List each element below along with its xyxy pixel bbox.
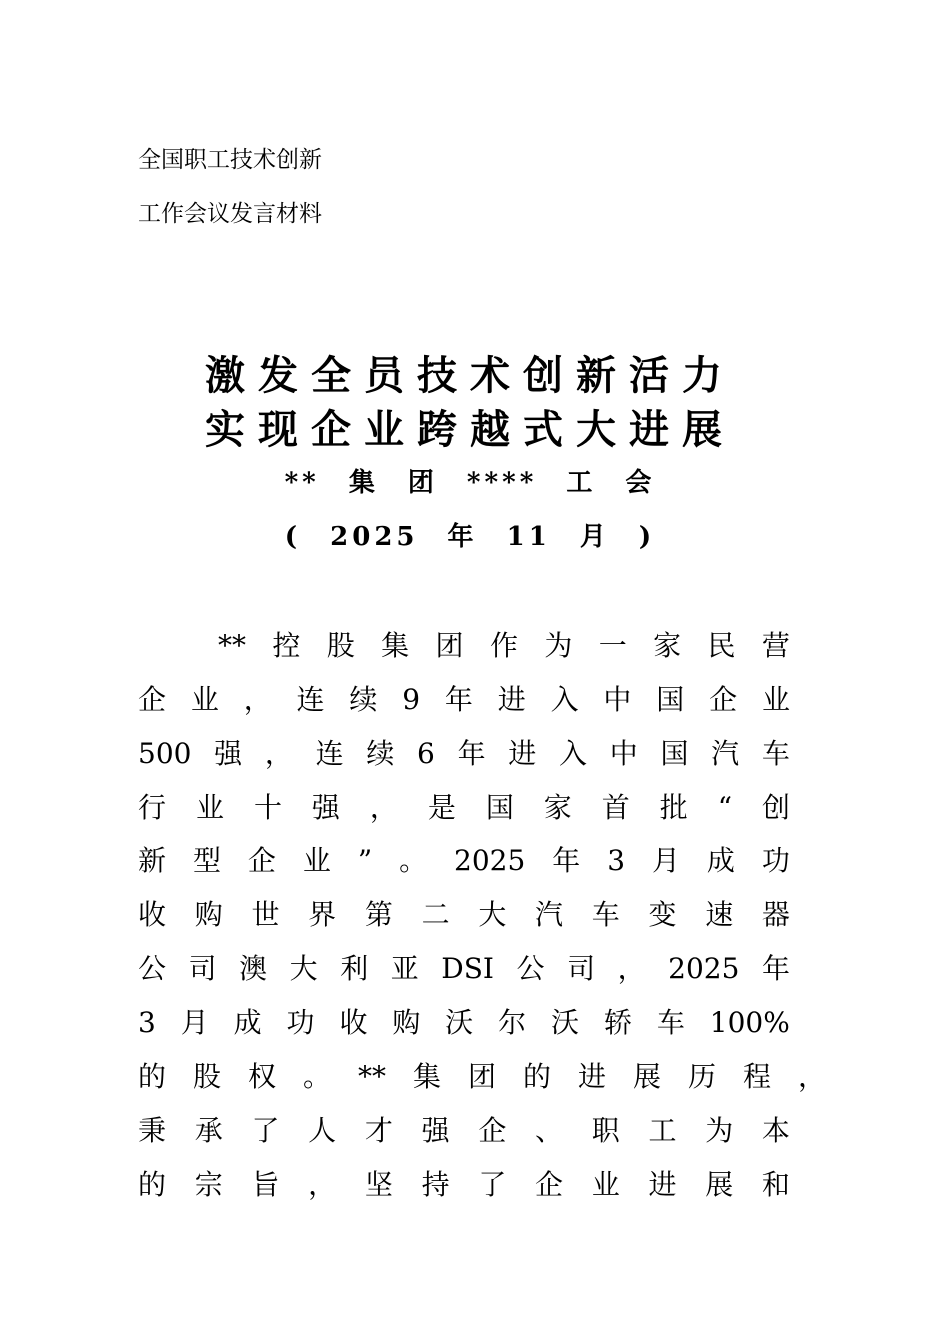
body-line	[138, 951, 790, 987]
body-token: 和	[761, 1168, 790, 1201]
body-token: 连	[315, 737, 344, 770]
body-token: 企	[535, 1168, 564, 1201]
body-token: 股	[326, 629, 355, 662]
body-token: 澳	[239, 952, 268, 985]
body-token: 变	[648, 898, 677, 931]
body-token: 年	[552, 844, 581, 877]
body-token: ，	[369, 791, 398, 824]
body-token: 展	[632, 1060, 661, 1093]
body-token: 世	[251, 898, 280, 931]
body-token: 入	[559, 737, 588, 770]
body-token: 2025	[668, 952, 740, 985]
body-token: ”	[357, 844, 373, 877]
body-token: 行	[138, 791, 167, 824]
body-token: 第	[364, 898, 393, 931]
body-token: 司	[567, 952, 596, 985]
body-token: 作	[489, 629, 518, 662]
body-token: 。	[303, 1060, 332, 1093]
body-token: 职	[591, 1114, 620, 1147]
body-line	[138, 682, 790, 718]
body-token: 十	[253, 791, 282, 824]
body-token: 国	[656, 683, 685, 716]
body-line	[138, 1113, 790, 1149]
body-token: 业	[190, 683, 219, 716]
body-token: 利	[340, 952, 369, 985]
body-token: 大	[289, 952, 318, 985]
body-token: 承	[194, 1114, 223, 1147]
body-token: 沃	[551, 1006, 580, 1039]
body-token: ，	[617, 952, 646, 985]
body-token: 坚	[364, 1168, 393, 1201]
body-token: 的	[522, 1060, 551, 1093]
body-token: 连	[296, 683, 325, 716]
body-token: 企	[247, 844, 276, 877]
body-token: 年	[761, 952, 790, 985]
body-token: 亚	[390, 952, 419, 985]
body-token: 速	[705, 898, 734, 931]
main-title-line-1: 激发全员技术创新活力	[205, 353, 735, 399]
body-token: 收	[339, 1006, 368, 1039]
body-token: **	[218, 629, 246, 662]
body-token: 。	[399, 844, 428, 877]
body-token: 进	[648, 1168, 677, 1201]
body-token: 历	[687, 1060, 716, 1093]
body-token: 沃	[445, 1006, 474, 1039]
organization-name: ** 集 团 **** 工 会	[284, 468, 656, 498]
body-token: 车	[591, 898, 620, 931]
body-token: 营	[761, 629, 790, 662]
body-token: DSI	[441, 952, 494, 985]
body-token: 100%	[709, 1006, 790, 1039]
header-line-1: 全国职工技术创新	[138, 147, 322, 173]
body-token: 公	[138, 952, 167, 985]
body-token: ，	[308, 1168, 337, 1201]
body-token: 车	[761, 737, 790, 770]
body-token: 器	[761, 898, 790, 931]
body-token: 业	[761, 683, 790, 716]
body-token: 强	[214, 737, 243, 770]
body-token: 股	[193, 1060, 222, 1093]
body-token: 团	[467, 1060, 496, 1093]
body-token: 3	[607, 844, 626, 877]
body-token: 了	[478, 1168, 507, 1201]
body-token: ，	[797, 1060, 826, 1093]
body-token: 界	[308, 898, 337, 931]
body-token: 公	[516, 952, 545, 985]
body-token: 购	[392, 1006, 421, 1039]
body-token: 新	[138, 844, 167, 877]
body-token: 2025	[454, 844, 526, 877]
body-token: 程	[742, 1060, 771, 1093]
body-token: 汽	[535, 898, 564, 931]
main-title-line-2: 实现企业跨越式大进展	[205, 407, 735, 453]
body-token: 进	[508, 737, 537, 770]
body-token: 年	[457, 737, 486, 770]
body-token: 3	[138, 1006, 156, 1039]
body-token: 入	[550, 683, 579, 716]
body-token: 团	[435, 629, 464, 662]
body-token: 批	[659, 791, 688, 824]
body-token: 工	[648, 1114, 677, 1147]
body-token: 家	[543, 791, 572, 824]
body-token: 旨	[251, 1168, 280, 1201]
body-token: 国	[660, 737, 689, 770]
body-line	[218, 628, 790, 664]
body-token: 功	[761, 844, 790, 877]
body-token: 人	[308, 1114, 337, 1147]
body-token: 进	[577, 1060, 606, 1093]
body-token: 强	[421, 1114, 450, 1147]
body-token: **	[358, 1060, 386, 1093]
body-token: 的	[138, 1168, 167, 1201]
body-line	[138, 1005, 790, 1041]
body-token: 大	[478, 898, 507, 931]
body-token: 展	[705, 1168, 734, 1201]
body-token: 收	[138, 898, 167, 931]
body-line	[138, 1167, 790, 1203]
body-token: 月	[651, 844, 680, 877]
body-token: 的	[138, 1060, 167, 1093]
body-token: 创	[761, 791, 790, 824]
body-token: 是	[427, 791, 456, 824]
body-line	[138, 897, 790, 933]
body-token: ，	[243, 683, 272, 716]
body-line	[138, 790, 790, 826]
body-token: 企	[709, 683, 738, 716]
header-line-2: 工作会议发言材料	[138, 201, 322, 227]
body-token: ，	[264, 737, 293, 770]
body-token: 集	[381, 629, 410, 662]
body-token: 企	[138, 683, 167, 716]
body-token: 二	[421, 898, 450, 931]
body-token: 民	[707, 629, 736, 662]
body-token: 年	[444, 683, 473, 716]
body-token: 首	[601, 791, 630, 824]
body-token: 一	[598, 629, 627, 662]
body-token: 宗	[194, 1168, 223, 1201]
body-token: 才	[364, 1114, 393, 1147]
body-line	[138, 843, 790, 879]
body-token: 集	[412, 1060, 441, 1093]
body-token: 持	[421, 1168, 450, 1201]
body-token: 500	[138, 737, 192, 770]
body-token: 中	[603, 683, 632, 716]
body-token: “	[717, 791, 733, 824]
body-token: 汽	[711, 737, 740, 770]
body-token: 、	[535, 1114, 564, 1147]
body-token: 尔	[498, 1006, 527, 1039]
body-token: 家	[653, 629, 682, 662]
body-token: 业	[591, 1168, 620, 1201]
body-token: 进	[497, 683, 526, 716]
body-line	[138, 1059, 826, 1095]
body-token: 了	[251, 1114, 280, 1147]
body-token: 购	[194, 898, 223, 931]
body-token: 续	[349, 683, 378, 716]
body-token: 为	[705, 1114, 734, 1147]
body-token: 控	[272, 629, 301, 662]
body-token: 9	[402, 683, 421, 716]
body-token: 强	[311, 791, 340, 824]
body-token: 司	[188, 952, 217, 985]
body-token: 中	[609, 737, 638, 770]
body-token: 业	[195, 791, 224, 824]
body-token: 功	[286, 1006, 315, 1039]
document-date: ( 2025 年 11 月 )	[284, 522, 656, 552]
body-token: 轿	[603, 1006, 632, 1039]
body-token: 月	[180, 1006, 209, 1039]
body-token: 本	[761, 1114, 790, 1147]
body-token: 权	[248, 1060, 277, 1093]
body-token: 国	[485, 791, 514, 824]
body-token: 秉	[138, 1114, 167, 1147]
body-token: 6	[417, 737, 435, 770]
body-token: 业	[302, 844, 331, 877]
body-token: 企	[478, 1114, 507, 1147]
body-token: 为	[544, 629, 573, 662]
body-line	[138, 736, 790, 772]
body-token: 成	[706, 844, 735, 877]
body-token: 车	[656, 1006, 685, 1039]
body-token: 型	[192, 844, 221, 877]
body-token: 成	[233, 1006, 262, 1039]
body-token: 续	[366, 737, 395, 770]
